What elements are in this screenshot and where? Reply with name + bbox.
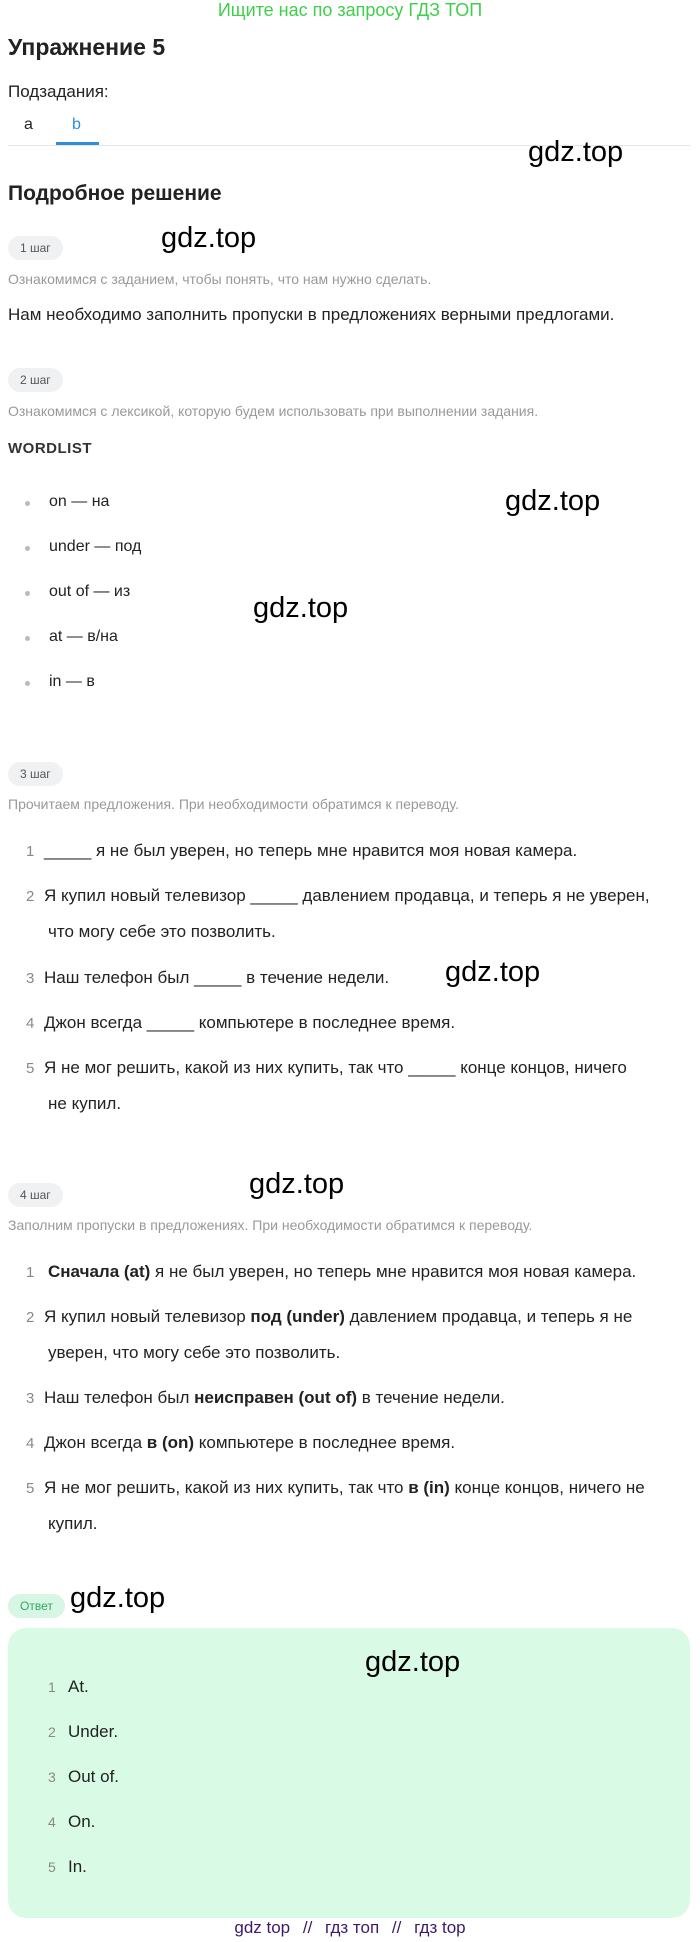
answer-sentence-4: Джон всегда в (on) компьютере в последнее время.	[44, 1433, 456, 1452]
answer-item: Under.	[68, 1722, 119, 1741]
step-badge-4: 4 шаг	[8, 1183, 63, 1207]
watermark: gdz.top	[161, 222, 257, 254]
answer-item: Out of.	[68, 1767, 120, 1786]
watermark: gdz.top	[505, 485, 601, 517]
footer-link[interactable]: гдз top	[414, 1918, 466, 1937]
step-3-hint: Прочитаем предложения. При необходимости обратимся к переводу.	[8, 796, 459, 812]
list-number: 4	[26, 1435, 35, 1452]
answer-number: 5	[48, 1859, 56, 1875]
footer-link[interactable]: gdz top	[234, 1918, 291, 1937]
section-title: Подробное решение	[8, 182, 222, 205]
sentence-4: Джон всегда _____ компьютере в последнее время.	[44, 1013, 456, 1032]
tab-b[interactable]: b	[72, 116, 81, 133]
sentence-2-cont: что могу себе это позволить.	[48, 922, 276, 941]
list-number: 1	[26, 1264, 35, 1281]
step-4-hint: Заполним пропуски в предложениях. При необходимости обратимся к переводу.	[8, 1217, 533, 1233]
answer-sentence-2: Я купил новый телевизор под (under) давлением продавца, и теперь я не	[44, 1307, 633, 1326]
wordlist-item: under — под	[49, 538, 141, 556]
bullet-icon	[25, 636, 30, 641]
footer-links	[0, 1918, 700, 1938]
top-banner[interactable]: Ищите нас по запросу ГДЗ ТОП	[217, 0, 483, 20]
watermark: gdz.top	[365, 1646, 461, 1678]
step-badge-1: 1 шаг	[8, 236, 63, 260]
wordlist-item: in — в	[49, 673, 95, 691]
answer-sentence-3: Наш телефон был неисправен (out of) в течение недели.	[44, 1388, 505, 1407]
step-badge-3: 3 шаг	[8, 762, 63, 786]
answer-number: 4	[48, 1814, 56, 1830]
sentence-2: Я купил новый телевизор _____ давлением продавца, и теперь я не уверен,	[44, 886, 650, 905]
answer-badge: Ответ	[8, 1594, 65, 1618]
list-number: 5	[26, 1060, 35, 1077]
step-1-hint: Ознакомимся с заданием, чтобы понять, что нам нужно сделать.	[8, 271, 432, 287]
sentence-3: Наш телефон был _____ в течение недели.	[44, 968, 390, 987]
list-number: 4	[26, 1015, 35, 1032]
list-number: 2	[26, 1309, 35, 1326]
sentence-5-cont: не купил.	[48, 1094, 122, 1113]
answer-sentence-5-cont: купил.	[48, 1514, 98, 1533]
watermark: gdz.top	[249, 1168, 345, 1200]
answer-item: At.	[68, 1677, 89, 1696]
sentence-5: Я не мог решить, какой из них купить, так что _____ конце концов, ничего	[44, 1058, 627, 1077]
footer-separator: //	[391, 1918, 402, 1937]
wordlist-item: out of — из	[49, 583, 130, 601]
answer-item: In.	[68, 1857, 87, 1876]
list-number: 3	[26, 970, 35, 987]
watermark: gdz.top	[528, 136, 624, 168]
bullet-icon	[25, 501, 30, 506]
answer-number: 1	[48, 1679, 56, 1695]
bullet-icon	[25, 546, 30, 551]
answer-sentence-5: Я не мог решить, какой из них купить, так что в (in) конце концов, ничего не	[44, 1478, 645, 1497]
answer-number: 3	[48, 1769, 56, 1785]
sentence-1: _____ я не был уверен, но теперь мне нравится моя новая камера.	[44, 841, 578, 860]
watermark: gdz.top	[445, 956, 541, 988]
bullet-icon	[25, 681, 30, 686]
step-2-hint: Ознакомимся с лексикой, которую будем использовать при выполнении задания.	[8, 403, 539, 419]
bullet-icon	[25, 591, 30, 596]
step-badge-2: 2 шаг	[8, 368, 63, 392]
wordlist-item: on — на	[49, 493, 109, 511]
answer-number: 2	[48, 1724, 56, 1740]
subtasks-label: Подзадания:	[8, 82, 109, 101]
step-1-text: Нам необходимо заполнить пропуски в предложениях верными предлогами.	[8, 305, 615, 324]
answer-sentence-2-cont: уверен, что могу себе это позволить.	[48, 1343, 341, 1362]
watermark: gdz.top	[70, 1582, 166, 1614]
answer-item: On.	[68, 1812, 96, 1831]
page-title: Упражнение 5	[8, 34, 166, 60]
answer-sentence-1: Сначала (at) я не был уверен, но теперь мне нравится моя новая камера.	[48, 1262, 637, 1281]
wordlist-item: at — в/на	[49, 628, 118, 646]
list-number: 3	[26, 1390, 35, 1407]
tab-a[interactable]: a	[24, 116, 33, 133]
watermark: gdz.top	[253, 592, 349, 624]
list-number: 1	[26, 843, 35, 860]
footer-separator: //	[302, 1918, 313, 1937]
list-number: 2	[26, 888, 35, 905]
footer-link[interactable]: гдз топ	[325, 1918, 380, 1937]
wordlist-heading: WORDLIST	[8, 440, 92, 457]
list-number: 5	[26, 1480, 35, 1497]
